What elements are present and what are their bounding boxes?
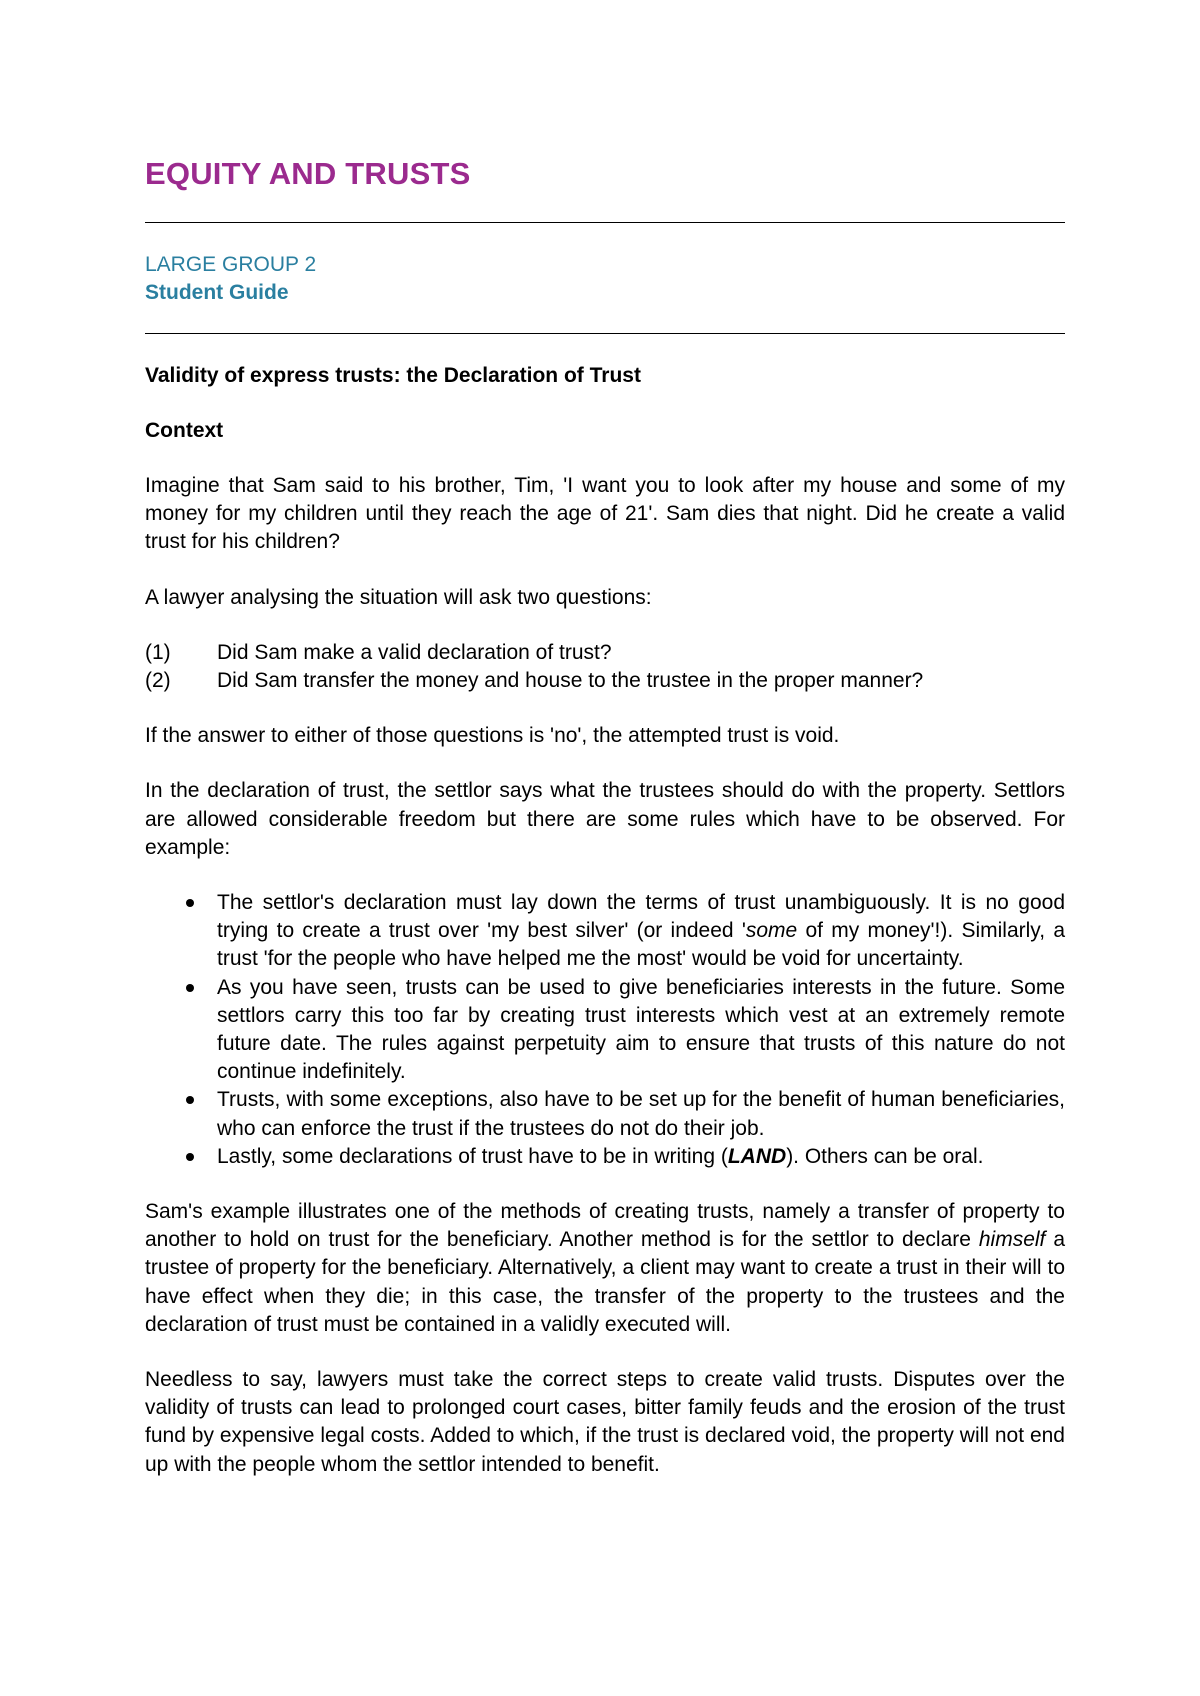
question-item [145,667,1065,695]
question-number: (2) [145,669,171,693]
document-page [145,150,1065,1479]
section-heading-validity: Validity of express trusts: the Declaration of Trust [145,364,641,387]
bullet-text-writing: Lastly, some declarations of trust have to be in writing (LAND). Others can be oral. [217,1144,984,1168]
bullet-item [145,889,1065,974]
bullet-text-uncertainty: The settlor's declaration must lay down the terms of trust unambiguously. It is no good trying to create a trust over 'my best silver' (or indeed 'some of my money'!). Similarly, a trust 'for the people who have helped me the most' would be void for uncertainty. [217,891,1065,971]
bullet-item [145,1086,1065,1142]
bullet-item [145,974,1065,1087]
document-title: EQUITY AND TRUSTS [145,156,471,191]
paragraph-declaration: In the declaration of trust, the settlor says what the trustees should do with the property. Settlors are allowed considerable freedom but there are some rules which have to be observed. For example: [145,779,1065,859]
bullet-item [145,1143,1065,1171]
subtitle-guide: Student Guide [145,281,289,304]
paragraph-lawyer: A lawyer analysing the situation will ask two questions: [145,585,652,609]
question-number: (1) [145,640,171,664]
bullet-icon [145,889,217,974]
paragraph-if-answer: If the answer to either of those questions is 'no', the attempted trust is void. [145,724,840,748]
question-item [145,639,1065,667]
questions-list [145,639,1065,695]
bullet-text-perpetuity: As you have seen, trusts can be used to give beneficiaries interests in the future. Some settlors carry this too far by creating trust interests which vest at an extremely remote future date. The rules against perpetuity aim to ensure that trusts of this nature do not continue indefinitely. [217,975,1065,1084]
top-divider [145,222,1065,223]
subtitle-group: LARGE GROUP 2 [145,253,317,276]
bullet-icon [145,1143,217,1171]
section-heading-context: Context [145,419,224,442]
bullet-icon [145,1086,217,1142]
bullet-icon [145,974,217,1087]
question-text: Did Sam transfer the money and house to the trustee in the proper manner? [217,669,924,693]
paragraph-needless: Needless to say, lawyers must take the correct steps to create valid trusts. Disputes over the validity of trusts can lead to prolonged court cases, bitter family feuds and the erosion of the trust fund by expensive legal costs. Added to which, if the trust is declared void, the property will not end up with the people whom the settlor intended to benefit. [145,1368,1065,1476]
bullet-text-beneficiaries: Trusts, with some exceptions, also have to be set up for the benefit of human beneficiaries, who can enforce the trust if the trustees do not do their job. [217,1088,1065,1140]
rules-bullet-list [145,889,1065,1171]
paragraph-methods: Sam's example illustrates one of the methods of creating trusts, namely a transfer of property to another to hold on trust for the beneficiary. Another method is for the settlor to declare himself a trustee of property for the beneficiary. Alternatively, a client may want to create a trust in their will to have effect when they die; in this case, the transfer of the property to the trustees and the declaration of trust must be contained in a validly executed will. [145,1200,1065,1336]
question-text: Did Sam make a valid declaration of trust? [217,640,612,664]
bottom-divider [145,333,1065,334]
subtitle-block [145,251,1065,307]
paragraph-intro: Imagine that Sam said to his brother, Tim, 'I want you to look after my house and some of my money for my children until they reach the age of 21'. Sam dies that night. Did he create a valid trust for his children? [145,474,1065,554]
